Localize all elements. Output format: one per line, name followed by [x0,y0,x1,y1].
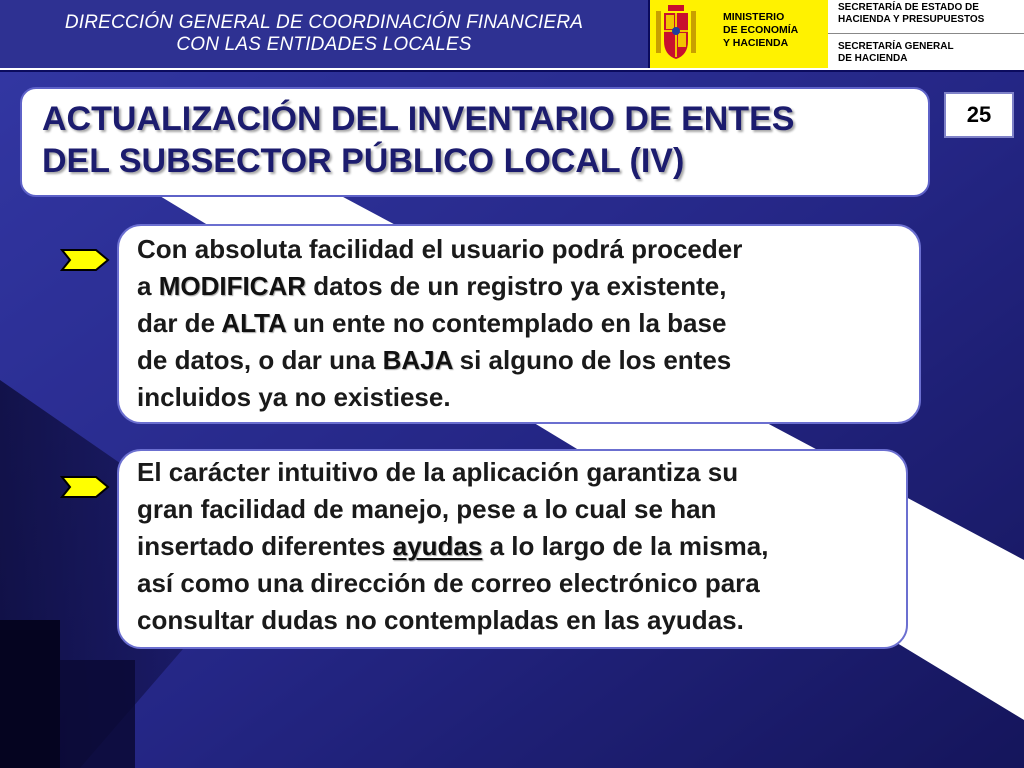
text-line [137,568,760,599]
arrow-bullet-icon [60,247,110,273]
text-line [137,345,731,376]
secretariat-block [828,0,1024,68]
secretaria-general-line: DE HACIENDA [838,53,908,64]
text-line [137,494,716,525]
text-line [137,308,726,339]
text-line [137,457,738,488]
slide-title-box [20,87,930,197]
text-span: dar de [137,308,222,338]
slide-title-line1: ACTUALIZACIÓN DEL INVENTARIO DE ENTES [42,100,795,138]
keyword-baja: BAJA [382,345,453,375]
text-line [137,382,451,413]
arrow-bullet-icon [60,474,110,500]
text-line [137,234,742,265]
text-span: a lo largo de la misma, [482,531,769,561]
ministry-name-line: MINISTERIO [723,11,785,23]
content-box-modify [117,224,921,424]
coat-of-arms-icon [654,3,698,65]
organization-banner [0,0,650,68]
text-span: de datos, o dar una [137,345,383,375]
text-span: gran facilidad de manejo, pese a lo cual se han [137,494,717,524]
text-span: incluidos ya no existiese. [137,382,451,412]
secretaria-estado-line: HACIENDA Y PRESUPUESTOS [838,14,985,25]
page-header [0,0,1024,72]
text-span: a [137,271,159,301]
secretaria-estado-line: SECRETARÍA DE ESTADO DE [838,2,979,13]
organization-name-line2: CON LAS ENTIDADES LOCALES [176,34,472,55]
text-span: El carácter intuitivo de la aplicación garantiza su [137,457,739,487]
text-line [137,605,744,636]
ministry-name-line: DE ECONOMÍA [723,24,799,36]
content-box-help [117,449,908,649]
ministry-name [723,11,798,50]
text-line [137,531,768,562]
slide-title-line2: DEL SUBSECTOR PÚBLICO LOCAL (IV) [42,142,685,180]
text-span: si alguno de los entes [452,345,732,375]
ministry-logo-block [650,0,828,68]
ministry-name-line: Y HACIENDA [723,37,789,49]
text-span: Con absoluta facilidad el usuario podrá proceder [137,234,743,264]
text-span: insertado diferentes [137,531,393,561]
organization-name-line1: DIRECCIÓN GENERAL DE COORDINACIÓN FINANCIERA [64,12,584,33]
secretaria-general-line: SECRETARÍA GENERAL [838,41,954,52]
text-span: datos de un registro ya existente, [306,271,727,301]
text-span: así como una dirección de correo electrónico para [137,568,760,598]
keyword-modificar: MODIFICAR [158,271,307,301]
secretaria-general [838,41,954,65]
text-span: consultar dudas no contempladas en las ayudas. [137,605,744,635]
keyword-ayudas-link[interactable]: ayudas [392,531,483,561]
page-number: 25 [944,92,1014,138]
divider [828,33,1024,34]
text-line [137,271,726,302]
text-span: un ente no contemplado en la base [285,308,727,338]
keyword-alta: ALTA [221,308,286,338]
secretaria-estado [838,2,984,26]
